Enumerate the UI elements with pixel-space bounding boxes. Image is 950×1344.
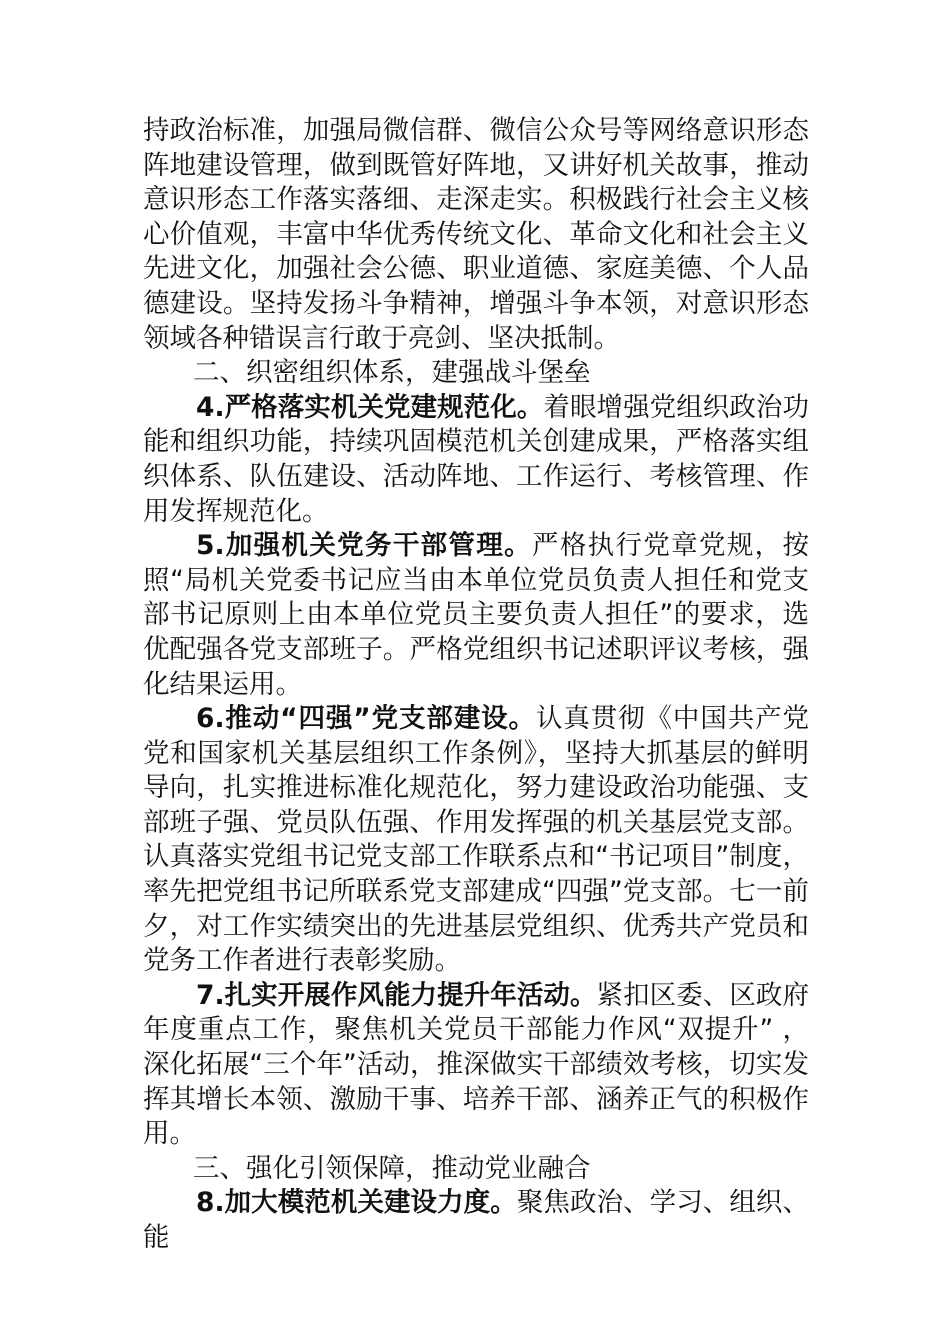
item-6-text: 认真贯彻《中国共产党党和国家机关基层组织工作条例》，坚持大抓基层的鲜明导向，扎实推进标准化规范化，努力建设政治功能强、支部班子强、党员队伍强、作用发挥强的机关基层党支部。认真落实党组书记党支部工作联系点和“书记项目”制度，率先把党组书记所联系党支部建成“四强”党支部。七一前夕，对工作实绩突出的先进基层党组织、优秀共产党员和党务工作者进行表彰奖励。	[143, 703, 810, 977]
item-7-lead: 7.扎实开展作风能力提升年活动。	[196, 979, 597, 1011]
item-7-text: 紧扣区委、区政府年度重点工作，聚焦机关党员干部能力作风“双提升” ，深化拓展“三个年”活动，推深做实干部绩效考核，切实发挥其增长本领、激励干事、培养干部、涵养正气的积极作用。	[143, 979, 810, 1150]
item-5-lead: 5.加强机关党务干部管理。	[196, 530, 532, 562]
item-5	[143, 529, 809, 702]
section-heading-2: 二、织密组织体系，建强战斗堡垒	[193, 357, 591, 389]
document-page	[143, 114, 809, 1256]
item-4	[143, 391, 809, 529]
item-8	[143, 1186, 809, 1255]
item-5-text: 严格执行党章党规，按照“局机关党委书记应当由本单位党员负责人担任和党支部书记原则上由本单位党员主要负责人担任”的要求，选优配强各党支部班子。严格党组织书记述职评议考核，强化结果运用。	[143, 530, 809, 700]
item-4-text: 着眼增强党组织政治功能和组织功能，持续巩固模范机关创建成果，严格落实组织体系、队伍建设、活动阵地、工作运行、考核管理、作用发挥规范化。	[143, 391, 809, 527]
item-8-text: 聚焦政治、学习、组织、能	[143, 1187, 810, 1253]
item-8-lead: 8.加大模范机关建设力度。	[196, 1187, 517, 1219]
body-paragraph: 持政治标准，加强局微信群、微信公众号等网络意识形态阵地建设管理，做到既管好阵地，又讲好机关故事，推动意识形态工作落实落细、走深走实。积极践行社会主义核心价值观，丰富中华优秀传统文化、革命文化和社会主义先进文化，加强社会公德、职业道德、家庭美德、个人品德建设。坚持发扬斗争精神，增强斗争本领，对意识形态领域各种错误言行敢于亮剑、坚决抵制。	[143, 115, 809, 354]
item-4-lead: 4.严格落实机关党建规范化。	[196, 391, 544, 423]
section-heading-3: 三、强化引领保障，推动党业融合	[193, 1152, 591, 1184]
item-6-lead: 6.推动“四强”党支部建设。	[196, 703, 536, 735]
item-6	[143, 702, 809, 979]
item-7	[143, 979, 809, 1152]
